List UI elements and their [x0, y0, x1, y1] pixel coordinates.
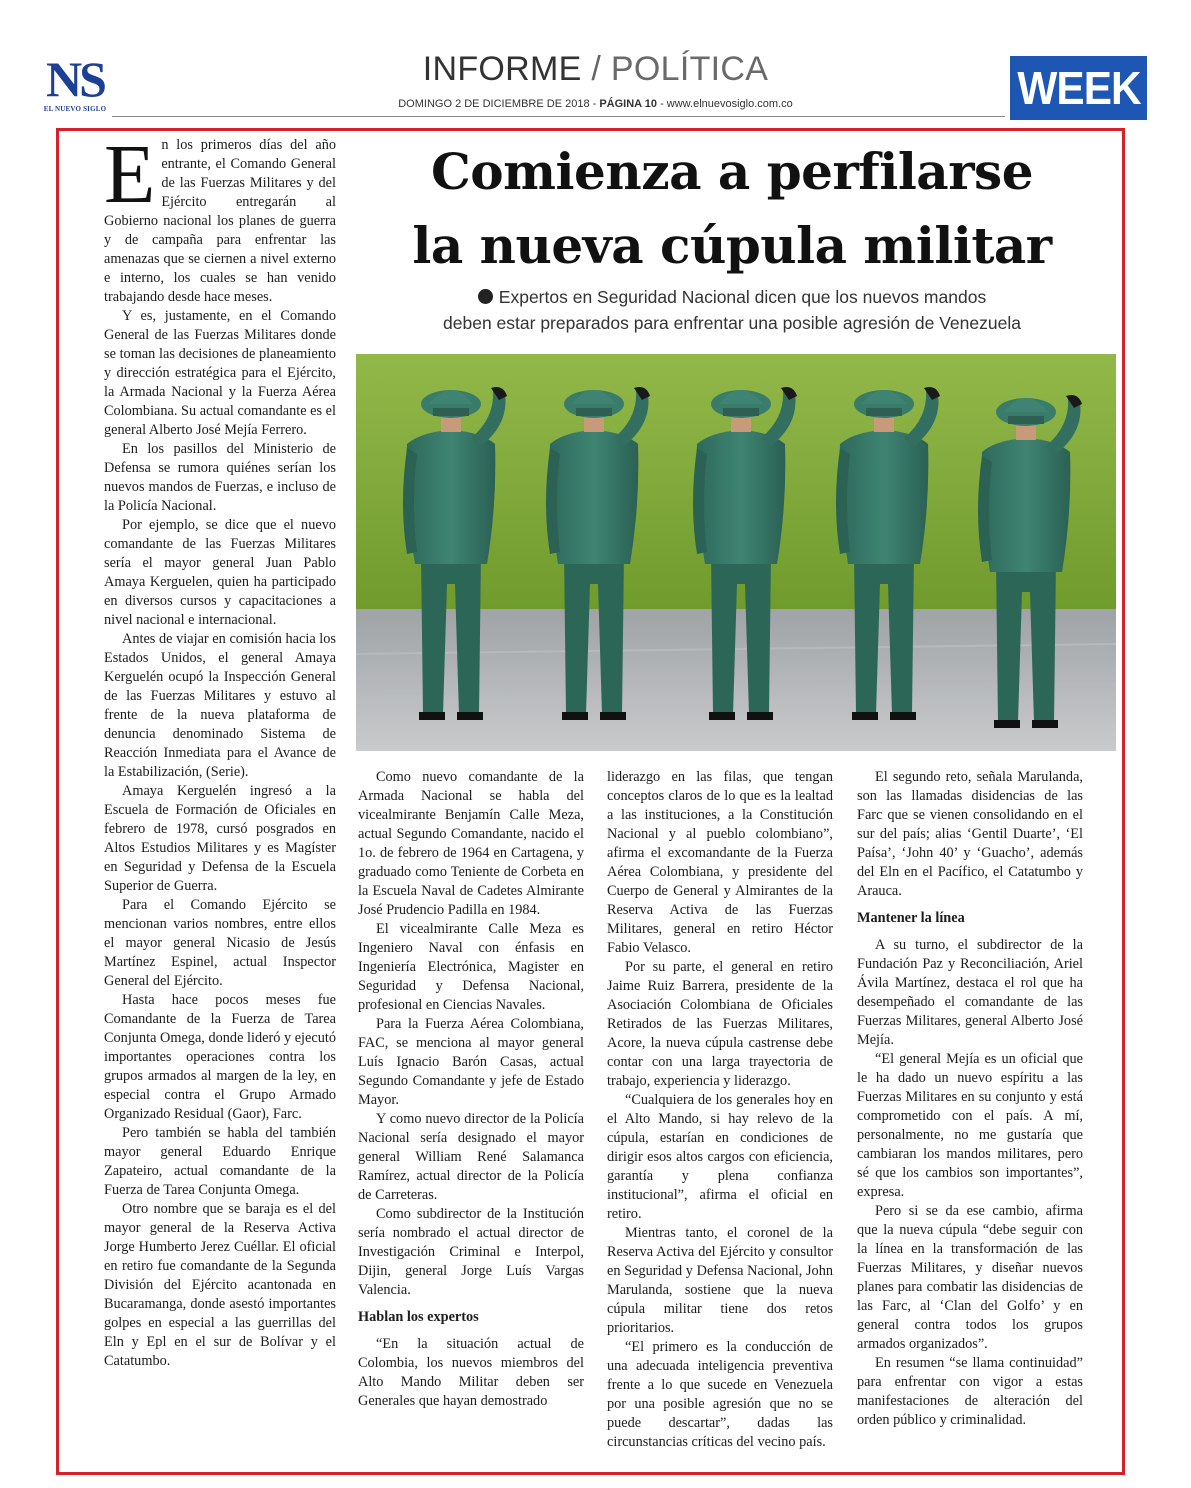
paragraph: Por su parte, el general en retiro Jaime Ruiz Barrera, presidente de la Asociación Colombiana de Oficiales Retirados de las Fuerzas Militares, Acore, la nueva cúpula castrense debe contar con una larga trayectoria de trabajo, experiencia y liderazgo. [607, 959, 833, 1089]
paragraph: A su turno, el subdirector de la Fundación Paz y Reconciliación, Ariel Ávila Martínez, destaca el rol que ha desempeñado el comandante de las Fuerzas Militares, general Alberto José Mejía. [857, 937, 1083, 1048]
paragraph: Otro nombre que se baraja es el del mayor general de la Reserva Activa Jorge Humberto Jerez Cuéllar. El oficial en retiro fue comandante de la Segunda División del Ejército acantonada en Bucaramanga, donde asestó importantes golpes en especial a las guerrillas del Eln y Epl en el sur de Bolívar y el Catatumbo. [104, 1201, 336, 1369]
paragraph: Amaya Kerguelén ingresó a la Escuela de Formación de Oficiales en febrero de 1978, cursó posgrados en Altos Estudios Militares y es Magíster en Seguridad y Defensa de la Escuela Superior de Guerra. [104, 783, 336, 894]
header-divider [112, 116, 1005, 117]
bullet-icon [478, 289, 493, 304]
subhead-line-1 [352, 284, 1112, 310]
paragraph: El vicealmirante Calle Meza es Ingeniero Naval con énfasis en Ingeniería Electrónica, Magister en Seguridad y Defensa Nacional, profesional en Ciencias Navales. [358, 921, 584, 1013]
logo-letters: NS [46, 51, 104, 107]
article-column-4 [857, 768, 1083, 1430]
paragraph [104, 128, 336, 307]
section-name: INFORME [422, 50, 582, 88]
headline-line-2: la nueva cúpula militar [412, 216, 1052, 275]
section-heading: Hablan los expertos [358, 1309, 479, 1325]
article-photo [356, 354, 1116, 751]
paragraph: Para la Fuerza Aérea Colombiana, FAC, se menciona al mayor general Luís Ignacio Barón Casas, actual Segundo Comandante y jefe de Estado Mayor. [358, 1016, 584, 1108]
logo-subtitle: EL NUEVO SIGLO [43, 105, 107, 113]
section-heading: Mantener la línea [857, 910, 965, 926]
paragraph: Y es, justamente, en el Comando General de las Fuerzas Militares donde se toman las decisiones de planeamiento y dirección estratégica para el Ejército, la Armada Nacional y la Fuerza Aérea Colombiana. Su actual comandante es el general Alberto José Mejía Ferrero. [104, 308, 336, 438]
paragraph: liderazgo en las filas, que tengan conceptos claros de lo que es la lealtad a las instituciones, a la Constitución Nacional y al pueblo colombiano”, afirma el excomandante de la Fuerza Aérea Colombiana, y presidente del Cuerpo de General y Almirantes de la Reserva Activa de las Fuerzas Militares, general en retiro Héctor Fabio Velasco. [607, 769, 833, 956]
paragraph: “El general Mejía es un oficial que le ha dado un nuevo espíritu a las Fuerzas Militares en su conjunto y está comprometido con el país. A mí, personalmente, no me gustaría que cambiaran los mandos militares, pero sé que los cambios son importantes”, expresa. [857, 1051, 1083, 1200]
subhead-text-1: Expertos en Seguridad Nacional dicen que los nuevos mandos [498, 287, 987, 307]
week-badge-label: WEEK [1016, 62, 1141, 114]
officers-saluting-photo [356, 354, 1116, 751]
article-column-2 [358, 768, 584, 1411]
paragraph-text: n los primeros días del año entrante, el Comando General de las Fuerzas Militares y del Ejército entregarán al Gobierno nacional los planes de guerra y de campaña para enfrentar las amenazas que se ciernen a nivel externo e interno, los cuales se han venido trabajando desde hace meses. [104, 137, 336, 305]
article-column-1 [104, 128, 336, 1371]
headline [352, 135, 1112, 283]
paragraph: Como nuevo comandante de la Armada Nacional se habla del vicealmirante Benjamín Calle Meza, actual Segundo Comandante, nacido el 1o. de febrero de 1964 en Cartagena, y graduado como Teniente de Corbeta en la Escuela Naval de Cadetes Almirante José Prudencio Padilla en 1984. [358, 769, 584, 918]
paragraph: Antes de viajar en comisión hacia los Estados Unidos, el general Amaya Kerguelén ocupó la Inspección General de las Fuerzas Militares y estuvo al frente de la nueva plataforma de denuncia denominado Sistema de Reacción Inmediata para el Avance de la Estabilización, (Serie). [104, 631, 336, 780]
paragraph: Para el Comando Ejército se mencionan varios nombres, entre ellos el mayor general Nicasio de Jesús Martínez Espinel, actual Inspector General del Ejército. [104, 897, 336, 989]
paragraph: “En la situación actual de Colombia, los nuevos miembros del Alto Mando Militar deben ser Generales que hayan demostrado [358, 1336, 584, 1409]
paragraph: Como subdirector de la Institución sería nombrado el actual director de Investigación Criminal e Interpol, Dijin, general Jorge Luís Vargas Valencia. [358, 1206, 584, 1298]
dateline-page: PÁGINA 10 [599, 98, 658, 110]
section-separator: / [581, 50, 611, 88]
paragraph: En los pasillos del Ministerio de Defensa se rumora quiénes serían los nuevos mandos de Fuerzas, e incluso de la Policía Nacional. [104, 441, 336, 514]
paragraph: En resumen “se llama continuidad” para enfrentar con vigor a estas manifestaciones de alteración del orden público y criminalidad. [857, 1355, 1083, 1428]
headline-line-1: Comienza a perfilarse [430, 142, 1034, 201]
drop-cap: E [104, 128, 156, 221]
subheadline [352, 284, 1112, 336]
paragraph: “Cualquiera de los generales hoy en el Alto Mando, si hay relevo de la cúpula, estarían en condiciones de dirigir esos altos cargos con eficiencia, garantía y plena confianza institucional”, afirma el oficial en retiro. [607, 1092, 833, 1222]
subhead-line-2: deben estar preparados para enfrentar una posible agresión de Venezuela [443, 313, 1021, 333]
paragraph: Pero también se habla del también mayor general Eduardo Enrique Zapateiro, actual comandante de la Fuerza de Tarea Conjunta Omega. [104, 1125, 336, 1198]
paragraph: Mientras tanto, el coronel de la Reserva Activa del Ejército y consultor en Seguridad y Defensa Nacional, John Marulanda, sostiene que la nueva cúpula militar tiene dos retos prioritarios. [607, 1225, 833, 1336]
paragraph: Pero si se da ese cambio, afirma que la nueva cúpula “debe seguir con la línea en la transformación de las Fuerzas Militares, y diseñar nuevos planes para combatir las disidencias de las Farc, al ‘Clan del Golfo’ y en general contra todos los grupos armados organizados”. [857, 1203, 1083, 1352]
week-badge [1010, 56, 1147, 120]
subsection-name: POLÍTICA [610, 50, 769, 88]
paragraph: El segundo reto, señala Marulanda, son las llamadas disidencias de las Farc que se vienen consolidando en el sur del país; alias ‘Gentil Duarte’, ‘El Paísa’, ‘John 40’ y ‘Guacho’, además del Eln en el Pacífico, el Catatumbo y Arauca. [857, 769, 1083, 899]
article-column-3 [607, 768, 833, 1452]
dateline-date: DOMINGO 2 DE DICIEMBRE DE 2018 - [398, 98, 600, 110]
dateline-url: - www.elnuevosiglo.com.co [657, 98, 793, 110]
paragraph: Y como nuevo director de la Policía Nacional sería designado el mayor general William René Salamanca Ramírez, actual director de la Policía de Carreteras. [358, 1111, 584, 1203]
paragraph: Por ejemplo, se dice que el nuevo comandante de las Fuerzas Militares sería el mayor general Juan Pablo Amaya Kerguelen, quien ha participado en diversos cursos y capacitaciones a nivel nacional e internacional. [104, 517, 336, 628]
paragraph: “El primero es la conducción de una adecuada inteligencia preventiva frente a lo que sucede en Venezuela por una posible agresión que no se puede descartar”, dadas las circunstancias críticas del vecino país. [607, 1339, 833, 1450]
paragraph: Hasta hace pocos meses fue Comandante de la Fuerza de Tarea Conjunta Omega, donde lideró y ejecutó importantes operaciones contra los grupos armados al margen de la ley, en especial contra el Grupo Armado Organizado Residual (Gaor), Farc. [104, 992, 336, 1122]
